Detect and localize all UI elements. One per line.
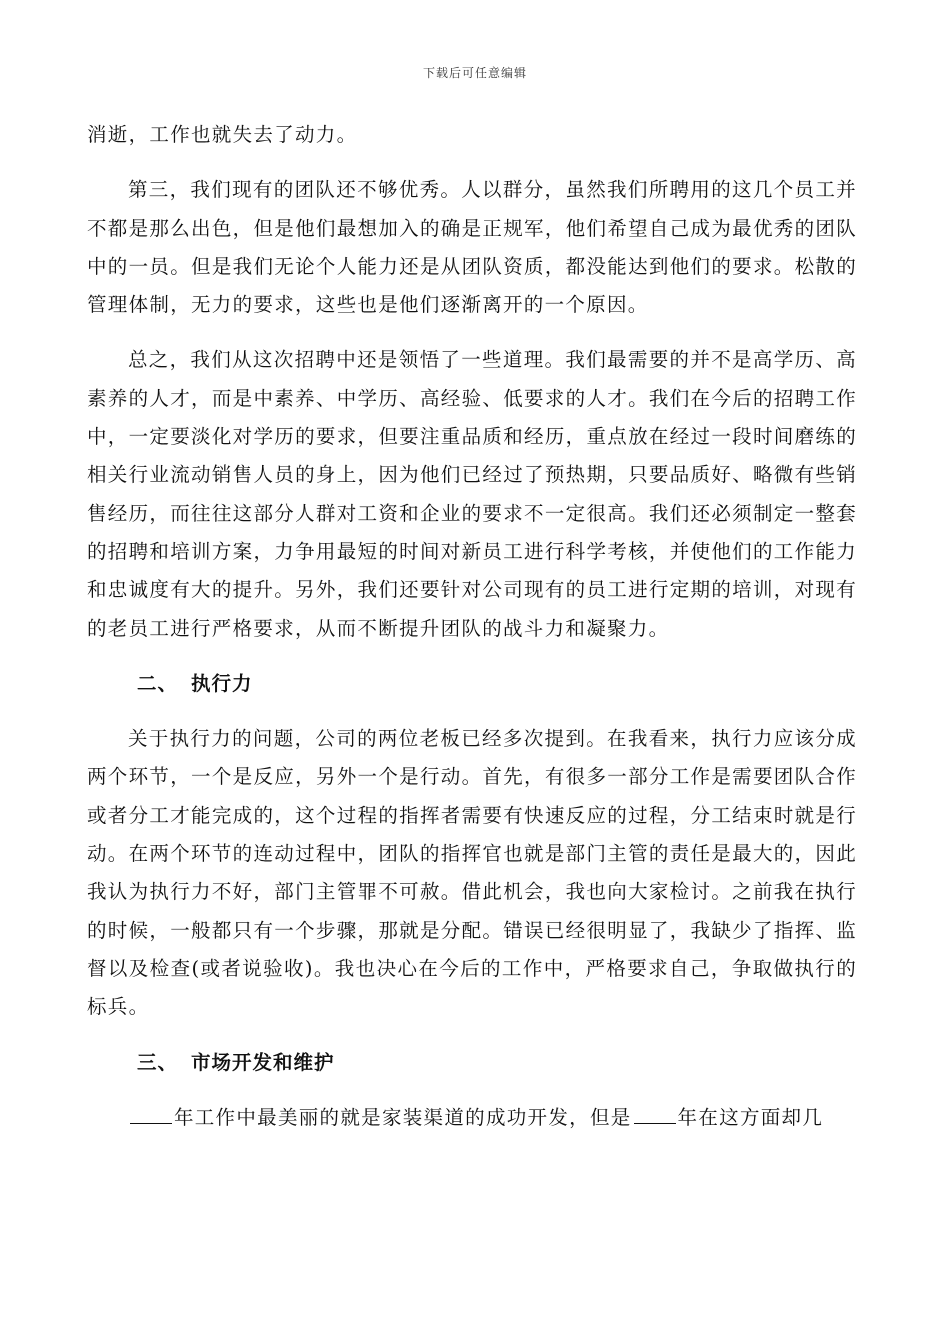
paragraph-market-part-a: 年工作中最美丽的就是家装渠道的成功开发，但是 bbox=[173, 1105, 632, 1129]
paragraph-third-point: 第三，我们现有的团队还不够优秀。人以群分，虽然我们所聘用的这几个员工并不都是那么出色，但是他们最想加入的确是正规军，他们希望自己成为最优秀的团队中的一员。但是我们无论个人能力还是从团队资质，都没能达到他们的要求。松散的管理体制，无力的要求，这些也是他们逐渐离开的一个原因。 bbox=[87, 178, 857, 317]
fill-in-blank bbox=[130, 1122, 172, 1124]
section-heading-market bbox=[87, 1044, 857, 1082]
paragraph-execution: 关于执行力的问题，公司的两位老板已经多次提到。在我看来，执行力应该分成两个环节，一个是反应，另外一个是行动。首先，有很多一部分工作是需要团队合作或者分工才能完成的，这个过程的指挥者需要有快速反应的过程，分工结束时就是行动。在两个环节的连动过程中，团队的指挥官也就是部门主管的责任是最大的，因此我认为执行力不好，部门主管罪不可赦。借此机会，我也向大家检讨。之前我在执行的时候，一般都只有一个步骤，那就是分配。错误已经很明显了，我缺少了指挥、监督以及检查(或者说验收)。我也决心在今后的工作中，严格要求自己，争取做执行的标兵。 bbox=[87, 727, 857, 1019]
section-number: 三、 bbox=[137, 1050, 179, 1074]
section-heading-execution bbox=[87, 665, 857, 703]
paragraph-continuation: 消逝，工作也就失去了动力。 bbox=[87, 123, 358, 146]
paragraph-summary: 总之，我们从这次招聘中还是领悟了一些道理。我们最需要的并不是高学历、高素养的人才，而是中素养、中学历、高经验、低要求的人才。我们在今后的招聘工作中，一定要淡化对学历的要求，但要注重品质和经历，重点放在经过一段时间磨练的相关行业流动销售人员的身上，因为他们已经过了预热期，只要品质好、略微有些销售经历，而往往这部分人群对工资和企业的要求不一定很高。我们还必须制定一整套的招聘和培训方案，力争用最短的时间对新员工进行科学考核，并使他们的工作能力和忠诚度有大的提升。另外，我们还要针对公司现有的员工进行定期的培训，对现有的老员工进行严格要求，从而不断提升团队的战斗力和凝聚力。 bbox=[87, 348, 857, 640]
page-header: 下载后可任意编辑 bbox=[422, 66, 527, 80]
section-title: 执行力 bbox=[191, 671, 253, 695]
section-number: 二、 bbox=[137, 671, 179, 695]
section-title: 市场开发和维护 bbox=[191, 1050, 335, 1074]
paragraph-market bbox=[87, 1099, 857, 1137]
fill-in-blank bbox=[634, 1122, 676, 1124]
paragraph-market-part-b: 年在这方面却几 bbox=[677, 1105, 824, 1129]
document-body bbox=[87, 116, 857, 1137]
